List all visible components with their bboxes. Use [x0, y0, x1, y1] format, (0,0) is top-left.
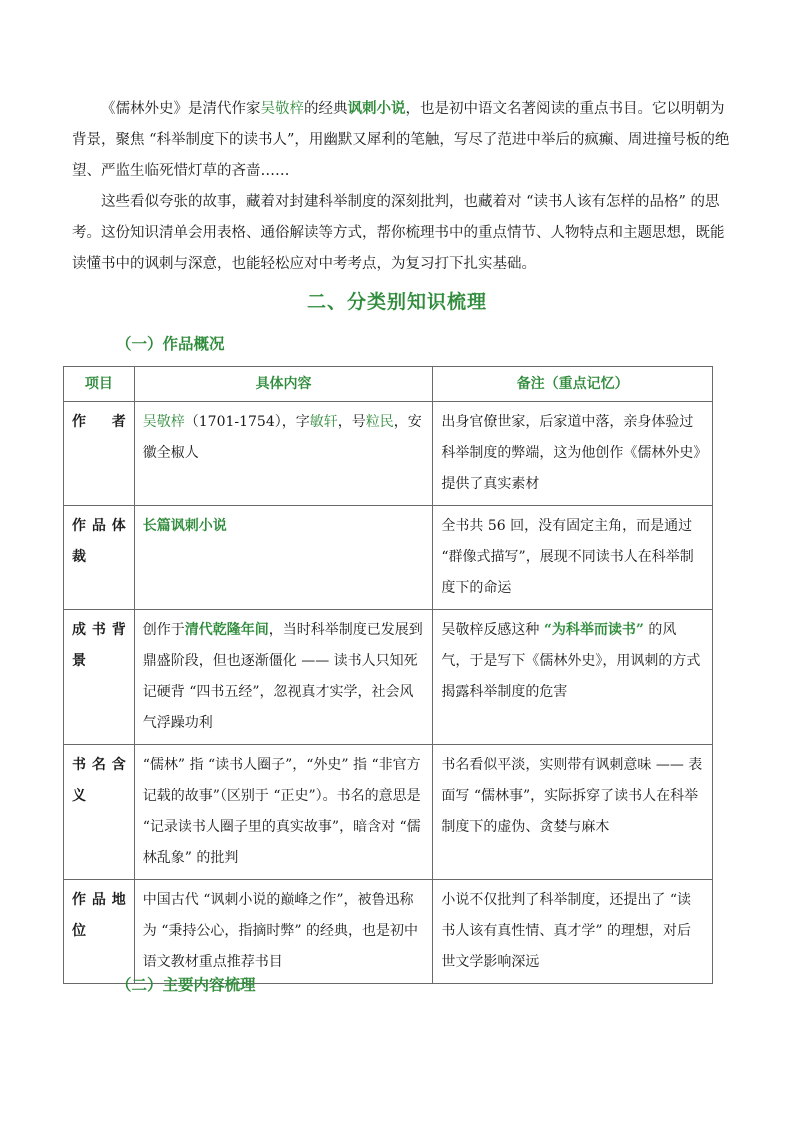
row-item: 作品体裁	[64, 506, 135, 610]
intro-text: 《儒林外史》是清代作家	[101, 101, 261, 117]
note-text: 吴敬梓反感这种	[441, 622, 544, 638]
intro-paragraph-1	[72, 93, 736, 187]
content-text: 创作于	[142, 622, 185, 638]
note-text: 的风气，于是写下《儒林外史》，用讽刺的方式揭露科举制度的危害	[441, 622, 701, 700]
content-text: （1701-1754），字	[184, 414, 310, 430]
row-content	[134, 402, 433, 506]
header-content: 具体内容	[134, 367, 433, 402]
row-content: 中国古代 “讽刺小说的巅峰之作”，被鲁迅称为 “秉持公心，指摘时弊” 的经典，也是初中语文教材重点推荐书目	[134, 880, 433, 984]
subsection-title-overview: （一）作品概况	[116, 334, 225, 353]
row-content: “儒林” 指 “读书人圈子”，“外史” 指 “非官方记载的故事”（区别于 “正史”）。书名的意思是 “记录读书人圈子里的真实故事”，暗含对 “儒林乱象” 的批判	[134, 745, 433, 880]
section-title: 二、分类别知识梳理	[306, 291, 487, 313]
genre-highlight: 讽刺小说	[347, 100, 406, 117]
table-row	[64, 610, 713, 745]
row-item: 作品地位	[64, 880, 135, 984]
intro-text: ，也是初中语文名著阅读的重点书目。它以明朝为背景，聚焦 “科举制度下的读书人”，用幽默又犀利的笔触，写尽了范进中举后的疯癫、周进撞号板的绝望、严监生临死惜灯草的吝啬……	[72, 101, 730, 179]
intro-text: 的经典	[304, 101, 348, 117]
subsection-title-content: （二）主要内容梳理	[116, 975, 256, 994]
content-text: ，当时科举制度已发展到鼎盛阶段，但也逐渐僵化 —— 读书人只知死记硬背 “四书五经”，忽视真才实学，社会风气浮躁功利	[142, 622, 423, 731]
period-highlight: 清代乾隆年间	[184, 622, 269, 638]
table-row	[64, 745, 713, 880]
art-name: 粒民	[365, 414, 394, 430]
table-row	[64, 880, 713, 984]
courtesy-name: 敏轩	[309, 414, 338, 430]
header-note: 备注（重点记忆）	[433, 367, 713, 402]
content-text: ，号	[337, 414, 366, 430]
row-item: 成书背景	[64, 610, 135, 745]
author-name: 吴敬梓	[142, 414, 185, 430]
row-content	[134, 506, 433, 610]
row-note: 书名看似平淡，实则带有讽刺意味 —— 表面写 “儒林事”，实际拆穿了读书人在科举制度下的虚伪、贪婪与麻木	[433, 745, 713, 880]
header-item: 项目	[64, 367, 135, 402]
row-item: 书名含义	[64, 745, 135, 880]
overview-table	[63, 366, 713, 984]
row-content	[134, 610, 433, 745]
table-row	[64, 402, 713, 506]
intro-text: 这些看似夸张的故事，藏着对封建科举制度的深刻批判，也藏着对 “读书人该有怎样的品格” 的思考。这份知识清单会用表格、通俗解读等方式，帮你梳理书中的重点情节、人物特点和主题思想，既能读懂书中的讽刺与深意，也能轻松应对中考考点，为复习打下扎实基础。	[72, 194, 725, 272]
row-note: 小说不仅批判了科举制度，还提出了 “读书人该有真性情、真才学” 的理想，对后世文学影响深远	[433, 880, 713, 984]
row-note	[433, 610, 713, 745]
row-note: 全书共 56 回，没有固定主角，而是通过 “群像式描写”，展现不同读书人在科举制度下的命运	[433, 506, 713, 610]
intro-paragraph-2	[72, 187, 736, 280]
genre-highlight: 长篇讽刺小说	[142, 518, 227, 534]
content-text: ，安徽全椒人	[142, 414, 422, 461]
table-header-row	[64, 367, 713, 402]
row-note: 出身官僚世家，后家道中落，亲身体验过科举制度的弊端，这为他创作《儒林外史》提供了真实素材	[433, 402, 713, 506]
motive-highlight: “为科举而读书”	[543, 622, 644, 638]
row-item: 作者	[64, 402, 135, 506]
table-row	[64, 506, 713, 610]
author-highlight: 吴敬梓	[260, 101, 304, 117]
